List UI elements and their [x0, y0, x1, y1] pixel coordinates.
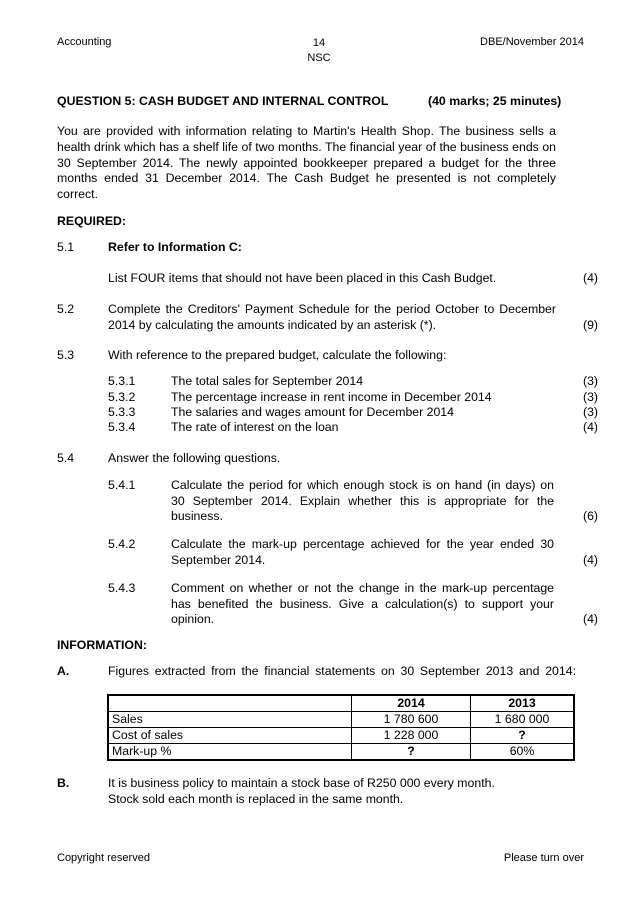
- info-letter: A.: [57, 664, 70, 678]
- value-2013: 60%: [471, 744, 575, 761]
- question-number: 5.3: [57, 348, 75, 362]
- sub-question-text: Calculate the period for which enough stock is on hand (in days) on 30 September 2014. Explain whether this is appropriate for the business.: [171, 478, 554, 524]
- value-2013: ?: [471, 728, 575, 744]
- sub-question-number: 5.4.1: [108, 478, 136, 492]
- question-text: List FOUR items that should not have been placed in this Cash Budget.: [108, 271, 497, 285]
- sub-question-text: The rate of interest on the loan: [171, 420, 339, 434]
- mark-allocation: (6): [582, 509, 598, 523]
- required-heading: REQUIRED:: [57, 214, 127, 228]
- table-header-cell: 2013: [471, 695, 575, 712]
- value-2014: ?: [352, 744, 471, 761]
- table-row: [108, 744, 574, 761]
- sub-question-text: Calculate the mark-up percentage achieved for the year ended 30 September 2014.: [171, 537, 554, 567]
- sub-question-number: 5.4.2: [108, 537, 136, 551]
- question-title-text: QUESTION 5: CASH BUDGET AND INTERNAL CONTROL: [57, 94, 389, 108]
- sub-question-text: The percentage increase in rent income in December 2014: [171, 390, 492, 404]
- mark-allocation: (3): [582, 390, 598, 404]
- question-number: 5.2: [57, 302, 75, 316]
- info-text-line2: Stock sold each month is replaced in the same month.: [108, 792, 404, 806]
- question-number: 5.4: [57, 451, 75, 465]
- mark-allocation: (4): [582, 552, 598, 567]
- table-row: [108, 712, 574, 728]
- sub-question-text: The salaries and wages amount for December 2014: [171, 405, 454, 419]
- value-2014: 1 228 000: [352, 728, 471, 744]
- value-2014: 1 780 600: [352, 712, 471, 728]
- header-nsc: NSC: [307, 52, 331, 64]
- mark-allocation: (9): [582, 317, 598, 332]
- sub-question-number: 5.3.3: [108, 405, 136, 419]
- question-marks: (40 marks; 25 minutes): [428, 94, 562, 108]
- question-title: [57, 94, 562, 108]
- row-label: Cost of sales: [108, 728, 352, 744]
- info-text: Figures extracted from the financial statements on 30 September 2013 and 2014:: [108, 664, 576, 678]
- sub-question-text: Comment on whether or not the change in the mark-up percentage has benefited the business. Give a calculation(s) to support your opinion.: [171, 581, 554, 627]
- row-label: Sales: [108, 712, 352, 728]
- mark-allocation: (3): [582, 374, 598, 388]
- question-text: Answer the following questions.: [108, 451, 281, 465]
- question-text: Complete the Creditors' Payment Schedule for the period October to December 2014 by calculating the amounts indicated by an asterisk (*).: [108, 302, 556, 332]
- sub-question-text: The total sales for September 2014: [171, 374, 364, 388]
- table-header-cell: 2014: [352, 695, 471, 712]
- sub-question-number: 5.3.2: [108, 390, 136, 404]
- mark-allocation: (4): [582, 420, 598, 434]
- page-number: 14: [312, 37, 326, 49]
- question-number: 5.1: [57, 240, 75, 254]
- mark-allocation: (3): [582, 405, 598, 419]
- info-text-line1: It is business policy to maintain a stock base of R250 000 every month.: [108, 776, 495, 790]
- row-label: Mark-up %: [108, 744, 352, 761]
- intro-paragraph: You are provided with information relating to Martin's Health Shop. The business sells a health drink which has a shelf life of two months. The financial year of the business ends on 30 September 2014. The newly appointed bookkeeper prepared a budget for the three months ended 31 December 2014. The Cash Budget he presented is not completely correct.: [57, 124, 556, 202]
- value-2013: 1 680 000: [471, 712, 575, 728]
- mark-allocation: (4): [582, 612, 598, 626]
- information-heading: INFORMATION:: [57, 638, 147, 652]
- table-row: [108, 728, 574, 744]
- footer-turn-over: Please turn over: [503, 852, 584, 864]
- header-exam-date: DBE/November 2014: [480, 36, 584, 48]
- info-letter: B.: [57, 776, 70, 790]
- financial-figures-table: [107, 694, 575, 761]
- sub-question-number: 5.4.3: [108, 581, 136, 595]
- mark-allocation: (4): [582, 271, 598, 285]
- table-header-cell: [108, 695, 352, 712]
- footer-copyright: Copyright reserved: [57, 852, 150, 864]
- question-text: With reference to the prepared budget, calculate the following:: [108, 348, 447, 362]
- sub-question-number: 5.3.4: [108, 420, 136, 434]
- header-subject: Accounting: [57, 36, 112, 48]
- table-header-row: [108, 695, 574, 712]
- sub-question-number: 5.3.1: [108, 374, 136, 388]
- question-heading: Refer to Information C:: [108, 240, 242, 254]
